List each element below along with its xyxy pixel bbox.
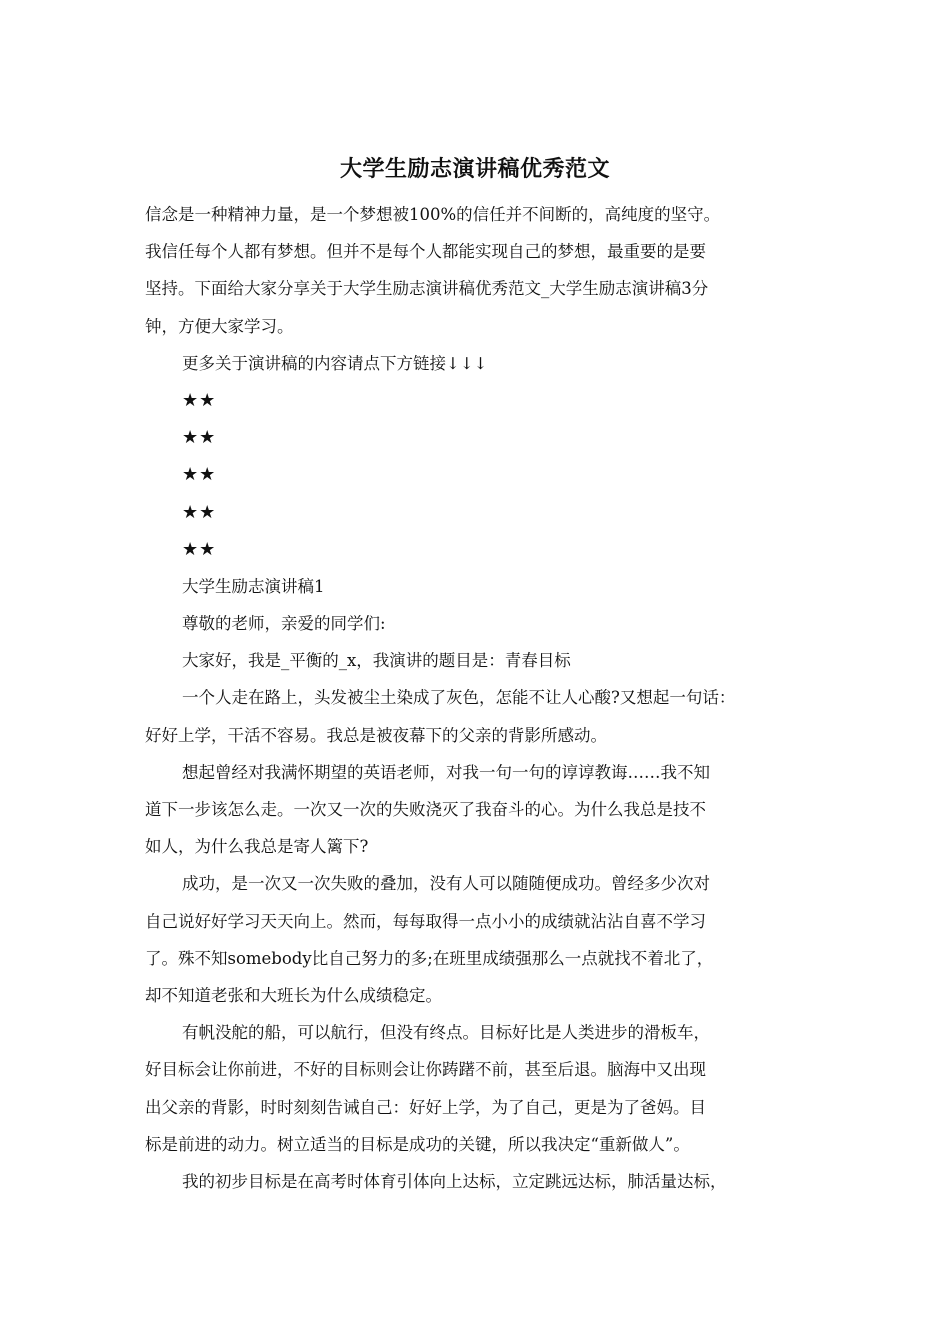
paragraph-line: 想起曾经对我满怀期望的英语老师，对我一句一句的谆谆教诲……我不知	[182, 762, 710, 782]
paragraph-line: 信念是一种精神力量，是一个梦想被100%的信任并不间断的，高纯度的坚守。	[145, 205, 721, 224]
paragraph-line: 一个人走在路上，头发被尘土染成了灰色，怎能不让人心酸?又想起一句话：	[182, 688, 736, 708]
salutation: 尊敬的老师，亲爱的同学们:	[182, 614, 386, 634]
star-link-placeholder[interactable]: ★★	[182, 538, 217, 560]
section-heading: 大学生励志演讲稿1	[182, 576, 325, 596]
paragraph-line: 坚持。下面给大家分享关于大学生励志演讲稿优秀范文_大学生励志演讲稿3分	[145, 279, 709, 299]
star-link-placeholder[interactable]: ★★	[182, 464, 217, 486]
document-body	[145, 196, 825, 1200]
paragraph-line: 好好上学，干活不容易。我总是被夜幕下的父亲的背影所感动。	[145, 725, 607, 745]
paragraph-line: 了。殊不知somebody比自己努力的多;在班里成绩强那么一点就找不着北了，	[145, 948, 714, 968]
paragraph-line: 却不知道老张和大班长为什么成绩稳定。	[145, 985, 442, 1005]
star-link-placeholder[interactable]: ★★	[182, 389, 217, 411]
paragraph-line: 好目标会让你前进，不好的目标则会让你踌躇不前，甚至后退。脑海中又出现	[145, 1060, 706, 1080]
paragraph-line: 我的初步目标是在高考时体育引体向上达标，立定跳远达标，肺活量达标，	[182, 1171, 727, 1191]
paragraph-line: 我信任每个人都有梦想。但并不是每个人都能实现自己的梦想，最重要的是要	[145, 242, 706, 262]
document-title: 大学生励志演讲稿优秀范文	[339, 157, 610, 182]
paragraph-line: 成功，是一次又一次失败的叠加，没有人可以随随便成功。曾经多少次对	[182, 874, 710, 894]
paragraph-line: 标是前进的动力。树立适当的目标是成功的关键，所以我决定“重新做人”。	[145, 1134, 690, 1154]
greeting: 大家好，我是_平衡的_x，我演讲的题目是：青春目标	[182, 651, 571, 671]
star-link-placeholder[interactable]: ★★	[182, 501, 217, 523]
paragraph-line: 钟，方便大家学习。	[145, 316, 294, 336]
more-links-prompt: 更多关于演讲稿的内容请点下方链接↓↓↓	[182, 353, 488, 373]
paragraph-line: 自己说好好学习天天向上。然而，每每取得一点小小的成绩就沾沾自喜不学习	[145, 911, 706, 931]
paragraph-line: 有帆没舵的船，可以航行，但没有终点。目标好比是人类进步的滑板车，	[182, 1023, 710, 1043]
star-link-placeholder[interactable]: ★★	[182, 427, 217, 449]
paragraph-line: 出父亲的背影，时时刻刻告诫自己：好好上学，为了自己，更是为了爸妈。目	[145, 1097, 706, 1117]
paragraph-line: 道下一步该怎么走。一次又一次的失败浇灭了我奋斗的心。为什么我总是技不	[145, 800, 706, 819]
paragraph-line: 如人，为什么我总是寄人篱下?	[145, 837, 369, 857]
